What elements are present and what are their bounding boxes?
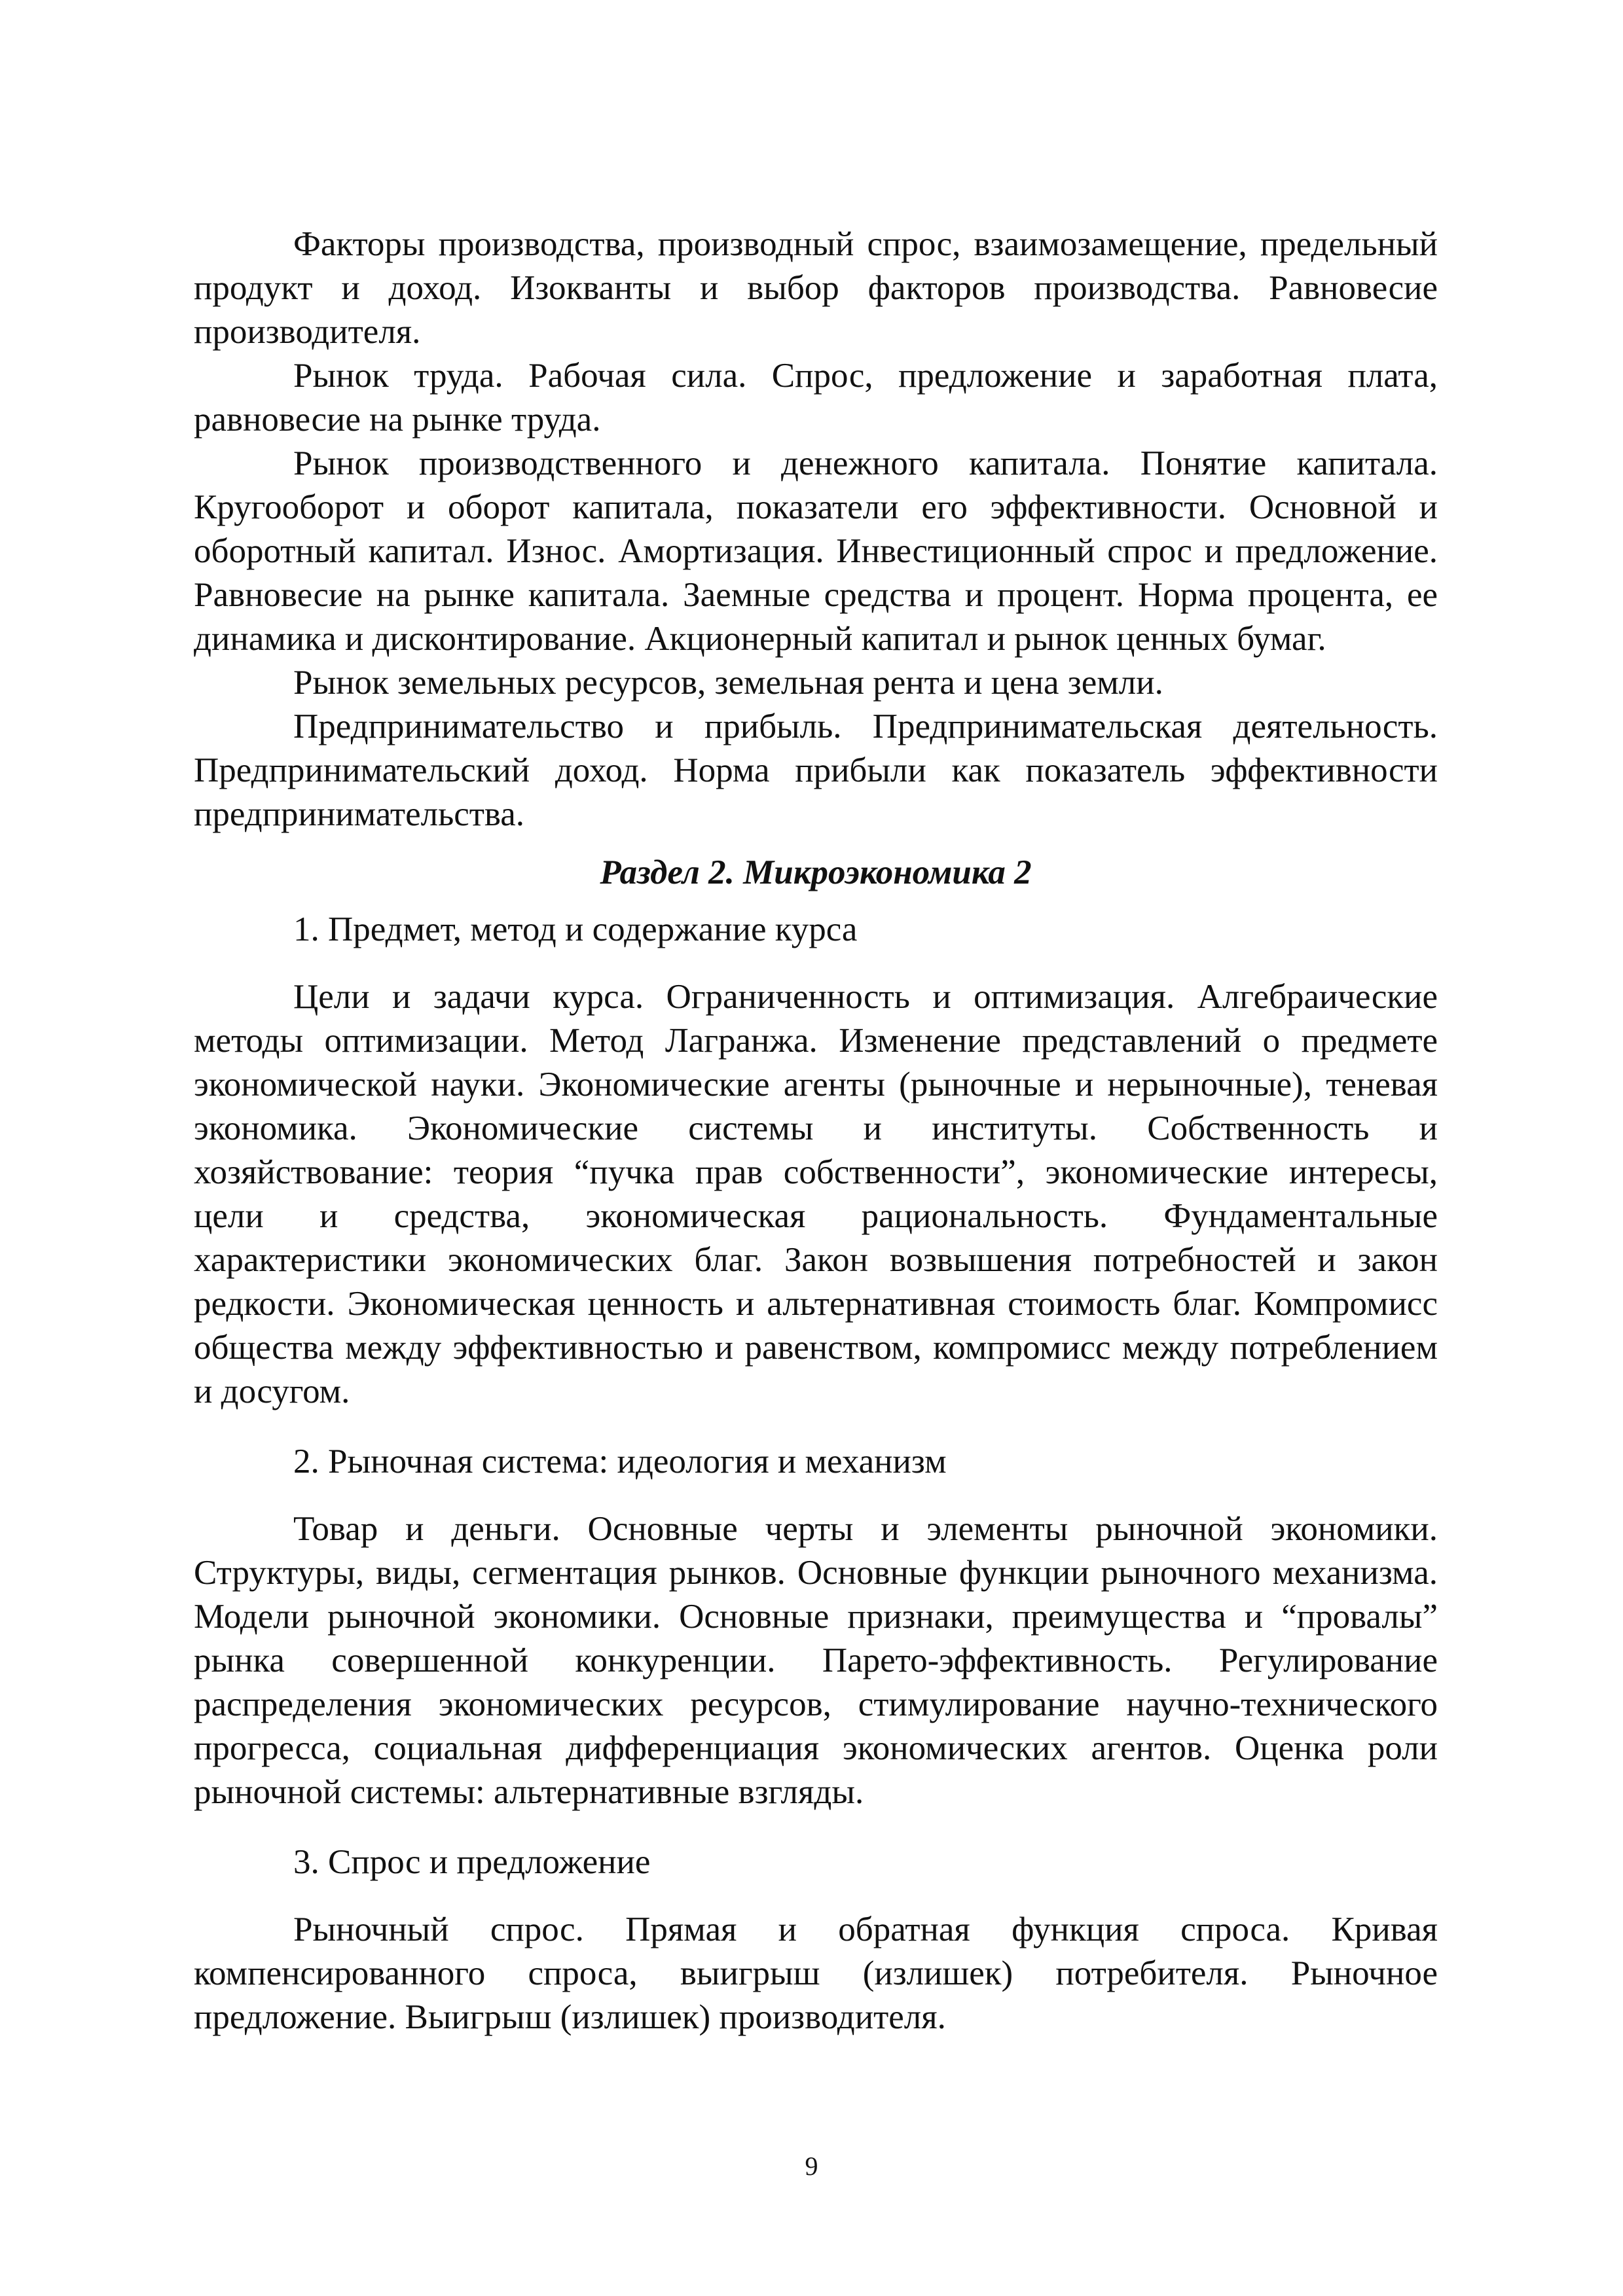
paragraph-labor-market: Рынок труда. Рабочая сила. Спрос, предложение и заработная плата, равновесие на рынке труда. [194, 357, 1438, 439]
section-heading: Раздел 2. Микроэкономика 2 [600, 853, 1032, 891]
subsection-1-text: Цели и задачи курса. Ограниченность и оптимизация. Алгебраические методы оптимизации. Метод Лагранжа. Изменение представлений о предмете экономической науки. Экономические агенты (рыночные и нерыночные), теневая экономика. Экономические системы и институты. Собственность и хозяйствование: теория “пучка прав собственности”, экономические интересы, цели и средства, экономическая рациональность. Фундаментальные характеристики экономических благ. Закон возвышения потребностей и закон редкости. Экономическая ценность и альтернативная стоимость благ. Компромисс общества между эффективностью и равенством, компромисс между потреблением и досугом. [194, 978, 1438, 1410]
subsection-3-text: Рыночный спрос. Прямая и обратная функция спроса. Кривая компенсированного спроса, выигрыш (излишек) потребителя. Рыночное предложение. Выигрыш (излишек) производителя. [194, 1910, 1438, 2036]
paragraph-land-market: Рынок земельных ресурсов, земельная рента и цена земли. [293, 664, 1163, 702]
subsection-1-title: 1. Предмет, метод и содержание курса [293, 910, 858, 948]
paragraph-factors: Факторы производства, производный спрос, взаимозамещение, предельный продукт и доход. Изокванты и выбор факторов производства. Равновесие производителя. [194, 225, 1438, 351]
page-body [194, 223, 1438, 2039]
subsection-2-title: 2. Рыночная система: идеология и механизм [293, 1443, 947, 1480]
paragraph-capital-market: Рынок производственного и денежного капитала. Понятие капитала. Кругооборот и оборот капитала, показатели его эффективности. Основной и оборотный капитал. Износ. Амортизация. Инвестиционный спрос и предложение. Равновесие на рынке капитала. Заемные средства и процент. Норма процента, ее динамика и дисконтирование. Акционерный капитал и рынок ценных бумаг. [194, 444, 1438, 658]
page-number: 9 [805, 2151, 818, 2181]
subsection-2-text: Товар и деньги. Основные черты и элементы рыночной экономики. Структуры, виды, сегментация рынков. Основные функции рыночного механизма. Модели рыночной экономики. Основные признаки, преимущества и “провалы” рынка совершенной конкуренции. Парето-эффективность. Регулирование распределения экономических ресурсов, стимулирование научно-технического прогресса, социальная дифференциация экономических агентов. Оценка роли рыночной системы: альтернативные взгляды. [194, 1510, 1438, 1811]
subsection-3-title: 3. Спрос и предложение [293, 1843, 651, 1881]
paragraph-entrepreneurship: Предпринимательство и прибыль. Предпринимательская деятельность. Предпринимательский доход. Норма прибыли как показатель эффективности предпринимательства. [194, 708, 1438, 833]
